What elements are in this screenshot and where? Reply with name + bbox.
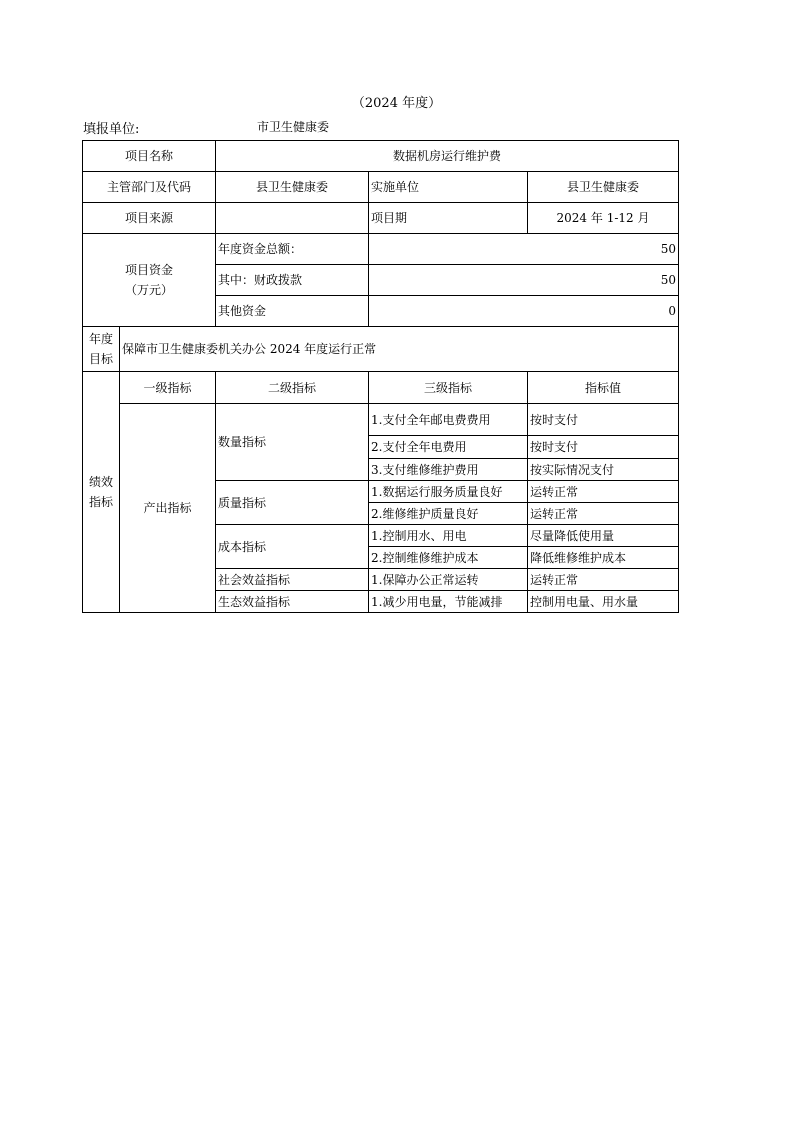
project-name-label: 项目名称 [83,141,216,172]
fill-unit-label: 填报单位: [83,122,140,137]
indicator-value: 运转正常 [528,569,679,591]
level3-item: 3.支付维修维护费用 [369,459,528,481]
dept-label: 主管部门及代码 [83,172,216,203]
dept-value: 县卫生健康委 [216,172,369,203]
goal-value: 保障市卫生健康委机关办公 2024 年度运行正常 [120,327,679,372]
indicator-value: 降低维修维护成本 [528,547,679,569]
indicator-value: 按时支付 [528,404,679,436]
source-label: 项目来源 [83,203,216,234]
indicator-value: 运转正常 [528,481,679,503]
level3-item: 1.支付全年邮电费费用 [369,404,528,436]
level2-social: 社会效益指标 [216,569,369,591]
level2-cost: 成本指标 [216,525,369,569]
funds-fiscal-label: 其中：财政拨款 [216,265,369,296]
indicator-value: 按实际情况支付 [528,459,679,481]
level2-quantity: 数量指标 [216,404,369,481]
impl-value: 县卫生健康委 [528,172,679,203]
funds-total-label: 年度资金总额： [216,234,369,265]
level3-item: 2.维修维护质量良好 [369,503,528,525]
fill-unit-value: 市卫生健康委 [257,120,330,134]
header-value: 指标值 [528,372,679,404]
year-title: （2024 年度） [351,96,442,111]
performance-goal-table [82,140,679,613]
funds-other-label: 其他资金 [216,296,369,327]
funds-other-value: 0 [369,296,679,327]
performance-label: 绩效指标 [83,372,120,613]
indicator-value: 按时支付 [528,436,679,459]
level3-item: 1.数据运行服务质量良好 [369,481,528,503]
level1-output: 产出指标 [120,404,216,613]
header-level2: 二级指标 [216,372,369,404]
header-level3: 三级指标 [369,372,528,404]
impl-label: 实施单位 [369,172,528,203]
level3-item: 2.控制维修维护成本 [369,547,528,569]
level2-quality: 质量指标 [216,481,369,525]
funds-fiscal-value: 50 [369,265,679,296]
period-label: 项目期 [369,203,528,234]
level3-item: 1.控制用水、用电 [369,525,528,547]
funds-label-line1: 项目资金 [125,263,174,277]
indicator-value: 运转正常 [528,503,679,525]
indicator-value: 控制用电量、用水量 [528,591,679,613]
funds-label-line2: （万元） [125,283,174,297]
level3-item: 1.减少用电量，节能减排 [369,591,528,613]
level3-item: 2.支付全年电费用 [369,436,528,459]
funds-label [83,234,216,327]
funds-total-value: 50 [369,234,679,265]
goal-label: 年度目标 [83,327,120,372]
level3-item: 1.保障办公正常运转 [369,569,528,591]
header-level1: 一级指标 [120,372,216,404]
source-value [216,203,369,234]
project-name-value: 数据机房运行维护费 [216,141,679,172]
period-value: 2024 年 1-12 月 [528,203,679,234]
indicator-value: 尽量降低使用量 [528,525,679,547]
level2-ecological: 生态效益指标 [216,591,369,613]
